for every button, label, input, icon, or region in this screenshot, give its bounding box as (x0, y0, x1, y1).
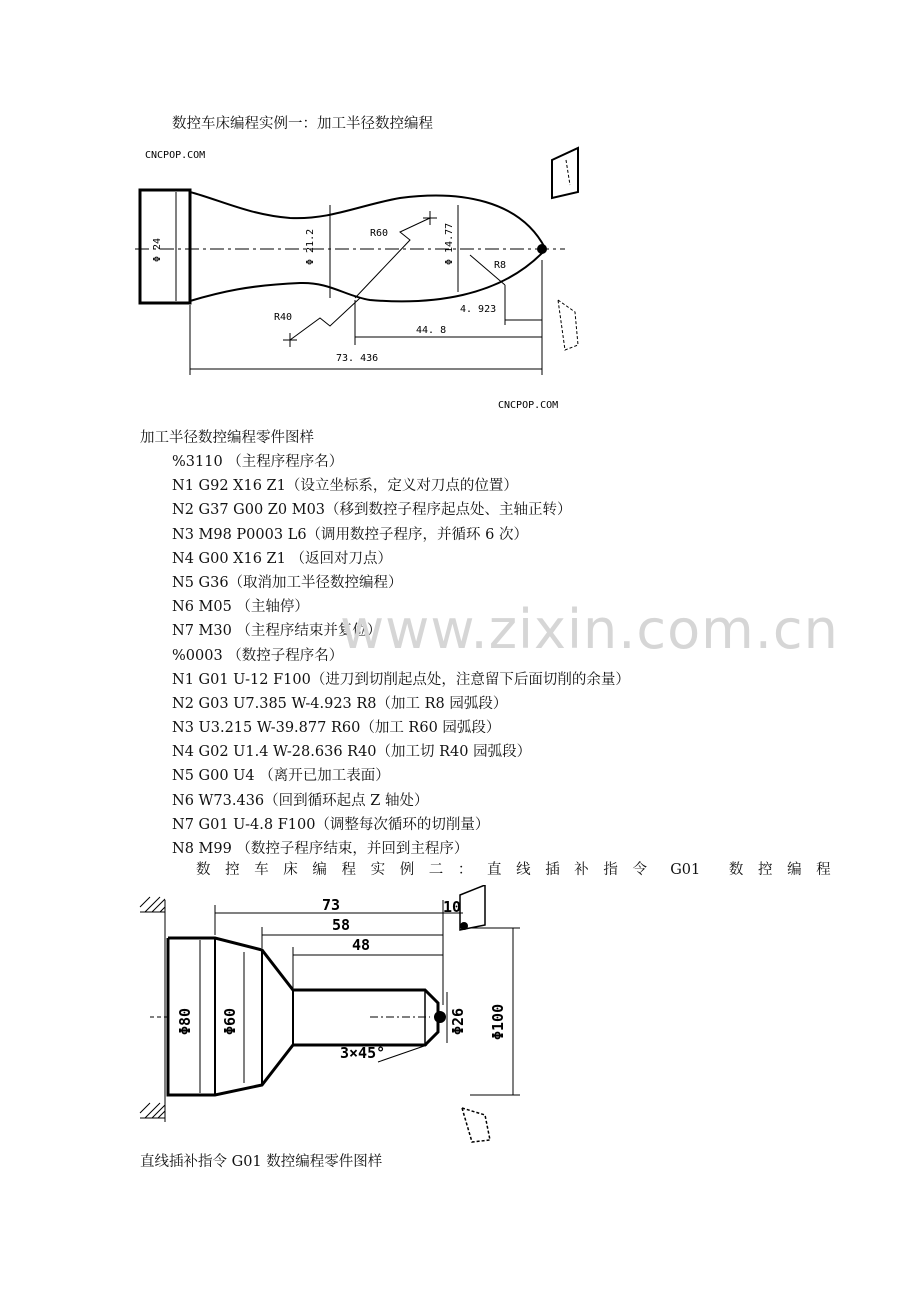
part-shoulder (140, 190, 190, 303)
dim-448: 44. 8 (416, 325, 447, 336)
program-line: N1 G01 U-12 F100（进刀到切削起点处，注意留下后面切削的余量） (172, 671, 630, 688)
dim-phi26: Φ26 (449, 1007, 467, 1035)
dim-phi21: Φ 21.2 (305, 228, 316, 265)
heading2-code: G01 (670, 862, 701, 878)
dim-58: 58 (332, 916, 351, 934)
program-line: N8 M99 （数控子程序结束，并回到主程序） (172, 841, 469, 857)
part-profile-top (190, 192, 545, 248)
program-line: N3 U3.215 W-39.877 R60（加工 R60 园弧段） (172, 720, 501, 737)
heading2-tail: 数控编程 (728, 862, 846, 878)
dim-phi60: Φ60 (221, 1007, 239, 1035)
program-line: %0003 （数控子程序名） (172, 647, 344, 664)
program-line: N2 G03 U7.385 W-4.923 R8（加工 R8 园弧段） (172, 695, 508, 712)
program-line: N3 M98 P0003 L6（调用数控子程序，并循环 6 次） (172, 526, 528, 543)
program-line: N2 G37 G00 Z0 M03（移到数控子程序起点处、主轴正转） (172, 502, 572, 519)
program-line: N6 M05 （主轴停） (172, 599, 309, 616)
part-profile-bottom (190, 250, 545, 301)
drawing-radius-part (130, 140, 600, 415)
caption-drawing-1: 加工半径数控编程零件图样 (140, 430, 314, 446)
dim-r40: R40 (274, 312, 293, 323)
dim-r8: R8 (494, 260, 507, 271)
program-line: N4 G00 X16 Z1 （返回对刀点） (172, 550, 392, 567)
tool-point-marker-2 (460, 922, 468, 930)
dim-48: 48 (352, 936, 371, 954)
heading-example-1: 数控车床编程实例一：加工半径数控编程 (172, 116, 433, 132)
heading-example-2 (196, 860, 845, 880)
program-line: N7 G01 U-4.8 F100（调整每次循环的切削量） (172, 816, 490, 833)
cncpop-label-top: CNCPOP.COM (145, 150, 206, 161)
dim-chamfer: 3×45° (340, 1044, 386, 1062)
program-line: N5 G00 U4 （离开已加工表面） (172, 768, 390, 785)
heading2-text: 数控车床编程实例二：直线插补指令 (196, 862, 662, 878)
dim-phi100: Φ100 (489, 1003, 507, 1040)
dim-phi80: Φ80 (176, 1007, 194, 1035)
program-line: N4 G02 U1.4 W-28.636 R40（加工切 R40 园弧段） (172, 744, 532, 761)
program-line: N5 G36（取消加工半径数控编程） (172, 574, 403, 591)
program-line: N7 M30 （主程序结束并复位） (172, 623, 382, 640)
program-line: N1 G92 X16 Z1（设立坐标系，定义对刀点的位置） (172, 478, 518, 495)
program-line: %3110 （主程序程序名） (172, 454, 344, 470)
drawing-linear-part (130, 885, 530, 1150)
tool-point-marker (537, 244, 547, 254)
dim-4923: 4. 923 (460, 304, 497, 315)
dim-phi24: Φ 24 (152, 237, 163, 262)
dim-73: 73 (322, 896, 341, 914)
cncpop-label-bottom: CNCPOP.COM (498, 400, 559, 411)
site-watermark: www.zixin.com.cn (340, 598, 839, 661)
program-line: N6 W73.436（回到循环起点 Z 轴处） (172, 792, 429, 809)
caption-drawing-2: 直线插补指令 G01 数控编程零件图样 (140, 1154, 383, 1170)
dim-phi14: Φ 14.77 (444, 222, 455, 265)
dim-r60: R60 (370, 228, 389, 239)
dim-73436: 73. 436 (336, 353, 379, 364)
target-point-marker (434, 1011, 446, 1023)
dim-10: 10 (443, 898, 462, 916)
